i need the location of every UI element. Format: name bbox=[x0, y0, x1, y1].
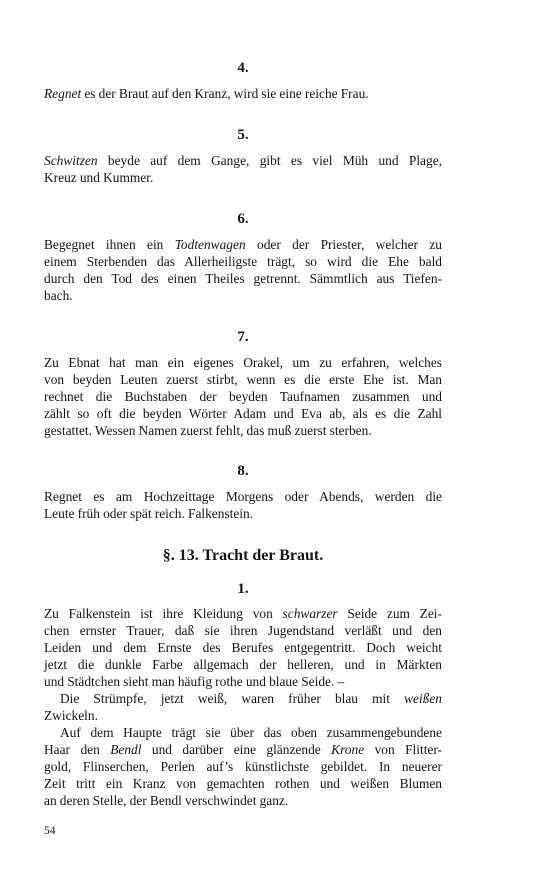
text-line: bach. bbox=[44, 288, 73, 303]
text-line: Regnet es am Hochzeittage Morgens oder Abends, werden die bbox=[44, 489, 442, 504]
text-line: Zeit tritt ein Kranz von gemachten rothen und weißen Blumen bbox=[44, 776, 442, 791]
text-line: Kreuz und Kummer. bbox=[44, 170, 154, 185]
section-5-text bbox=[44, 152, 442, 186]
section-4-text bbox=[44, 85, 442, 102]
chapter-heading: §. 13. Tracht der Braut. bbox=[162, 547, 324, 564]
section-8-text bbox=[44, 488, 442, 522]
text-line: Zu Falkenstein ist ihre Kleidung von schwarzer Seide zum Zei- bbox=[44, 606, 442, 621]
emphasis: Bendl bbox=[110, 742, 142, 757]
section-number-4: 4. bbox=[237, 60, 249, 76]
text-line: jetzt die dunkle Farbe allgemach der helleren, und in Märkten bbox=[44, 657, 442, 672]
section-number-8: 8. bbox=[237, 463, 249, 479]
text-line: chen ernster Trauer, daß sie ihren Jugendstand verläßt und den bbox=[44, 623, 442, 638]
text-line: und Städtchen sieht man häufig rothe und blaue Seide. – bbox=[44, 674, 345, 689]
section-6-text bbox=[44, 236, 442, 304]
subsection-1-text bbox=[44, 605, 442, 809]
text-line: an deren Stelle, der Bendl verschwindet ganz. bbox=[44, 793, 289, 808]
text-line: Begegnet ihnen ein Todtenwagen oder der Priester, welcher zu bbox=[44, 237, 443, 252]
text-line: Leute früh oder spät reich. Falkenstein. bbox=[44, 506, 254, 521]
text-line: zählt so oft die beyden Wörter Adam und Eva ab, als es die Zahl bbox=[44, 406, 442, 421]
emphasis: Todtenwagen bbox=[174, 237, 246, 252]
text-line: gold, Flinserchen, Perlen auf’s künstlichste gebildet. In neuerer bbox=[44, 759, 442, 774]
emphasis: Krone bbox=[331, 742, 365, 757]
text-line: Die Strümpfe, jetzt weiß, waren früher blau mit weißen bbox=[60, 691, 442, 706]
text-line: Schwitzen beyde auf dem Gange, gibt es viel Müh und Plage, bbox=[44, 153, 442, 168]
text-line: Auf dem Haupte trägt sie über das oben zusammengebundene bbox=[60, 725, 442, 740]
section-number-6: 6. bbox=[237, 211, 249, 227]
text-line: Regnet es der Braut auf den Kranz, wird sie eine reiche Frau. bbox=[44, 86, 369, 101]
page-number: 54 bbox=[44, 825, 56, 837]
emphasis: weißen bbox=[404, 691, 442, 706]
text-line: Leiden und dem Ernste des Berufes entgegentritt. Doch weicht bbox=[44, 640, 442, 655]
section-number-7: 7. bbox=[237, 329, 249, 345]
text-line: Haar den Bendl und darüber eine glänzende Krone von Flitter- bbox=[44, 742, 443, 757]
emphasis: schwarzer bbox=[282, 606, 338, 621]
section-number-5: 5. bbox=[237, 127, 249, 143]
text-line: Zu Ebnat hat man ein eigenes Orakel, um zu erfahren, welches bbox=[44, 355, 442, 370]
text-line: einem Sterbenden das Allerheiligste trägt, so wird die Ehe bald bbox=[44, 254, 442, 269]
subsection-number-1: 1. bbox=[237, 581, 249, 597]
text-line: gestattet. Wessen Namen zuerst fehlt, das muß zuerst sterben. bbox=[44, 423, 372, 438]
text-line: rechnet die Buchstaben der beyden Taufnamen zusammen und bbox=[44, 389, 442, 404]
text-line: durch den Tod des einen Theiles getrennt. Sämmtlich aus Tiefen- bbox=[44, 271, 442, 286]
text-line: von beyden Leuten zuerst stirbt, wenn es die erste Ehe ist. Man bbox=[44, 372, 442, 387]
emphasis: Schwitzen bbox=[44, 153, 98, 168]
text-line: Zwickeln. bbox=[44, 708, 98, 723]
emphasis: Regnet bbox=[44, 86, 82, 101]
section-7-text bbox=[44, 354, 442, 439]
